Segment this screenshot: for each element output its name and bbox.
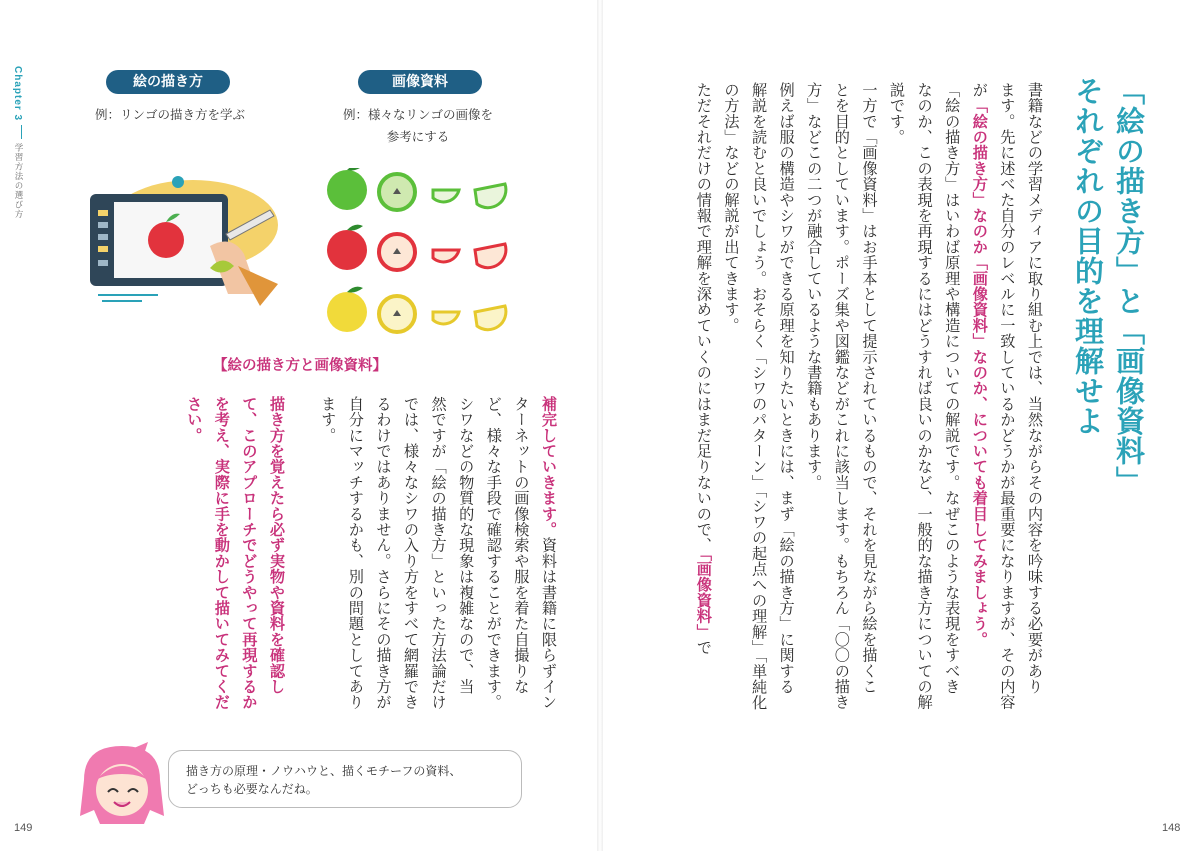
right-page-number: 148 [1162, 822, 1181, 834]
character-avatar [74, 740, 170, 828]
text-column: ターネットの画像検索や服を着た自撮りな [512, 396, 531, 695]
red-apple-wedge-icon [475, 244, 506, 268]
text-column: 一方で「画像資料」はお手本として提示されているもので、それを見ながら絵を描くこ [860, 82, 879, 695]
text-column: ます。先に述べた自分のレベルに一致しているかどうかが最重要になりますが、その内容 [998, 82, 1017, 710]
tablet-drawing-illustration [78, 170, 288, 310]
reference-caption-line: 例：様々なリンゴの画像を [342, 107, 493, 122]
right-body-text [672, 82, 1048, 730]
headline-line: それぞれの目的を理解せよ [1071, 76, 1105, 436]
speech-line: 描き方の原理・ノウハウと、描くモチーフの資料、 [186, 764, 462, 778]
red-apple-slice-icon [433, 250, 459, 262]
headline [1060, 76, 1150, 716]
headline-line: 「絵の描き方」と「画像資料」 [1112, 76, 1146, 496]
emphasis-column: 描き方を覚えたら必ず実物や資料を確認し [268, 396, 286, 695]
text-column: の方法」などの解説が出てきます。 [722, 82, 741, 334]
text-column: ただそれだけの情報で理解を深めていくのにはまだ足りないので、「画像資料」で [694, 82, 713, 656]
apple-on-screen-icon [148, 222, 184, 258]
text-column: が「絵の描き方」なのか「画像資料」なのか、についても着目してみましょう。 [970, 82, 989, 648]
text-column: 方」などこの二つが融合しているような書籍もあります。 [805, 82, 824, 491]
text-column: 書籍などの学習メディアに取り組む上では、当然ながらその内容を吟味する必要があり [1026, 82, 1044, 695]
text-column: 説です。 [888, 82, 907, 145]
speech-bubble-text [186, 762, 461, 798]
emphasis-column: さい。 [185, 396, 204, 444]
text-column: 「絵の描き方」はいわば原理や構造についての解説です。なぜこのような表現をすべき [943, 82, 962, 695]
text-column: ど、様々な手段で確認することができます。 [484, 396, 503, 710]
text-column: 例えば服の構造やシワができる原理を知りたいときには、まず「絵の描き方」に関する [777, 82, 796, 695]
teal-dot-icon [172, 176, 184, 188]
drawing-panel-caption [70, 104, 270, 126]
chapter-divider [21, 125, 22, 139]
text-column: なのか、この表現を再現するにはどうすれば良いのかなど、一般的な描き方についての解 [915, 82, 934, 710]
reference-panel-caption [318, 104, 518, 148]
text-column: 解説を読むと良いでしょう。おそらく「シワのパターン」「シワの起点への理解」「単純化 [750, 82, 769, 711]
emphasis-column: を考え、実際に手を動かして描いてみてくだ [212, 396, 231, 710]
red-apple-icon [327, 230, 367, 270]
text-column: ます。 [319, 396, 338, 444]
speech-line: どっちも必要なんだね。 [186, 782, 318, 796]
chapter-subtitle: 学習方法の選び方 [13, 143, 23, 220]
text-column: 自分にマッチするかも、別の問題としてあり [346, 396, 365, 710]
text-column: 然ですが「絵の描き方」といった方法論だけ [429, 396, 448, 710]
apple-grid-illustration [325, 168, 515, 340]
text-column: シワなどの物質的な現象は複雑なので、当 [457, 396, 476, 695]
reference-panel-title: 画像資料 [358, 70, 482, 94]
text-column: るわけではありません。さらにその描き方が [374, 396, 393, 710]
green-apple-icon [327, 170, 367, 210]
reference-caption-line: 参考にする [386, 129, 450, 144]
chapter-tab [12, 66, 36, 219]
text-column: とを目的としています。ポーズ集や図鑑などがこれに該当します。もちろん「〇〇の描き [832, 82, 851, 710]
green-apple-slice-icon [433, 190, 459, 202]
drawing-caption-line: 例：リンゴの描き方を学ぶ [94, 107, 245, 122]
drawing-panel-title: 絵の描き方 [106, 70, 230, 94]
yellow-apple-slice-icon [433, 312, 459, 324]
text-column: では、様々なシワの入り方をすべて網羅でき [402, 396, 421, 710]
green-apple-wedge-icon [475, 184, 506, 208]
emphasis-text [170, 396, 290, 736]
left-body-text [300, 396, 562, 736]
text-column: 補完していきます。資料は書籍に限らずイン [540, 396, 558, 711]
left-page-number: 149 [14, 822, 33, 834]
page-gutter [597, 0, 603, 851]
yellow-apple-icon [327, 292, 367, 332]
chapter-label: Chapter 3 [12, 66, 23, 122]
figure-caption: 【絵の描き方と画像資料】 [213, 358, 387, 374]
yellow-apple-wedge-icon [475, 306, 506, 330]
emphasis-column: て、このアプローチでどうやって再現するか [240, 396, 259, 710]
